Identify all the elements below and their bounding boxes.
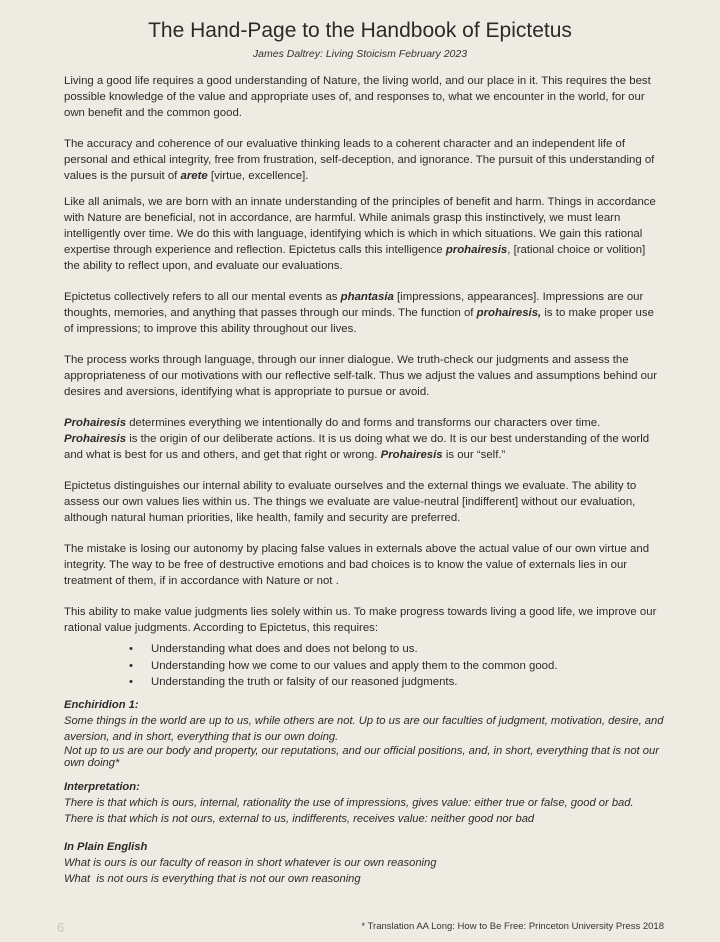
interpretation-line: There is that which is ours, internal, rationality the use of impressions, gives value: either true or false, good or bad.: [64, 796, 634, 809]
interpretation-heading: Interpretation:: [64, 780, 140, 793]
term-prohairesis: prohairesis: [445, 244, 508, 256]
bullet-icon: •: [129, 676, 133, 688]
text: [impressions, appearances]. Impressions are our thoughts, memories, and anything that passes through our minds. The function of: [64, 291, 644, 319]
text: is the origin of our deliberate actions. It is us doing what we do. It is our best understanding of the world and what is best for us and others, and get that right or wrong.: [64, 433, 650, 461]
term-arete: arete: [180, 170, 208, 182]
page-number: 6: [57, 920, 65, 935]
list-item-text: Understanding what does and does not belong to us.: [151, 643, 418, 655]
requirements-list: [64, 641, 664, 691]
paragraph-phantasia: [64, 289, 664, 337]
interpretation-line: There is that which is not ours, external to us, indifferents, receives value: neither good nor bad: [64, 812, 535, 825]
interpretation-section: [64, 779, 664, 827]
enchiridion-heading: Enchiridion 1:: [64, 698, 139, 711]
term-prohairesis: Prohairesis: [380, 449, 443, 461]
document-body: [64, 73, 664, 887]
paragraph-prohairesis-intro: [64, 194, 664, 274]
list-item: [129, 641, 664, 658]
list-item: [129, 658, 664, 675]
bullet-icon: •: [129, 643, 133, 655]
paragraph-mistake: The mistake is losing our autonomy by placing false values in externals above the actual value of our own virtue and integrity. The way to be free of destructive emotions and bad choices is to know the value of externals lies in our treatment of them, if in accordance with Nature or not .: [64, 543, 650, 587]
paragraph-prohairesis-self: [64, 415, 664, 463]
plain-english-line: What is not ours is everything that is not our own reasoning: [64, 872, 361, 885]
term-phantasia: phantasia: [340, 291, 394, 303]
bullet-icon: •: [129, 659, 133, 672]
paragraph-requirements: This ability to make value judgments lies solely within us. To make progress towards living a good life, we improve our rational value judgments. According to Epictetus, this requires:: [64, 606, 657, 634]
text: , [rational choice or volition] the ability to reflect upon, and evaluate our evaluations.: [64, 244, 646, 272]
text: is to make proper use of impressions; to improve this ability throughout our lives.: [64, 307, 654, 335]
paragraph-process: The process works through language, through our inner dialogue. We truth-check our judgments and assess the appropriateness of our motivations with our reflective self-talk. Thus we adjust the values and assumptions behind our desires and aversions, identifying what is appropriate to pursue or avoid.: [64, 354, 658, 398]
text: determines everything we intentionally do and forms and transforms our characters over time.: [126, 417, 601, 429]
paragraph-nature: Living a good life requires a good understanding of Nature, the living world, and our place in it. This requires the best possible knowledge of the value and appropriate uses of, and responses to, what we encounter in the world, for our own benefit and the common good.: [64, 75, 651, 119]
text: [virtue, excellence].: [207, 170, 309, 182]
plain-english-line: What is ours is our faculty of reason in short whatever is our own reasoning: [64, 856, 437, 869]
page-subtitle: James Daltrey: Living Stoicism February 2023: [252, 48, 468, 60]
plain-english-section: [64, 839, 664, 887]
text: Epictetus collectively refers to all our mental events as: [64, 291, 341, 303]
list-item: [129, 674, 664, 691]
text: is our “self.”: [442, 449, 506, 461]
term-prohairesis: Prohairesis: [64, 417, 127, 429]
list-item-text: Understanding how we come to our values and apply them to the common good.: [151, 659, 558, 672]
enchiridion-line: Some things in the world are up to us, while others are not. Up to us are our faculties of judgment, motivation, desire, and aversion, and in short, everything that is our own doing.: [64, 714, 664, 743]
term-prohairesis: prohairesis,: [476, 307, 542, 319]
plain-english-heading: In Plain English: [64, 840, 148, 853]
enchiridion-quote: [64, 697, 664, 769]
text: Like all animals, we are born with an innate understanding of the principles of benefit and harm. Things in accordance with Nature are beneficial, not in accordance, are harmful. While animals grasp this instinctively, we must learn intelligently over time. We do this with language, identifying which is which in which situations. We gain this rational expertise through experience and reflection. Epictetus calls this intelligence: [64, 196, 656, 256]
text: The accuracy and coherence of our evaluative thinking leads to a coherent character and an independent life of personal and ethical integrity, free from frustration, self-deception, and ignorance. The pursuit of this understanding of values is the pursuit of: [64, 138, 655, 182]
page-title: The Hand-Page to the Handbook of Epictetus: [148, 19, 572, 42]
term-prohairesis: Prohairesis: [64, 433, 127, 445]
paragraph-internal-external: Epictetus distinguishes our internal ability to evaluate ourselves and the external things we evaluate. The ability to assess our own values lies within us. The things we evaluate are value-neutral [indifferent] without our evaluation, although natural human priorities, like health, family and security are preferred.: [64, 480, 637, 524]
paragraph-arete: [64, 136, 664, 184]
list-item-text: Understanding the truth or falsity of our reasoned judgments.: [151, 676, 458, 688]
enchiridion-line: Not up to us are our body and property, our reputations, and our official positions, and, in short, everything that is not our own doing*: [64, 744, 659, 769]
footnote: * Translation AA Long: How to Be Free: Princeton University Press 2018: [361, 921, 664, 932]
